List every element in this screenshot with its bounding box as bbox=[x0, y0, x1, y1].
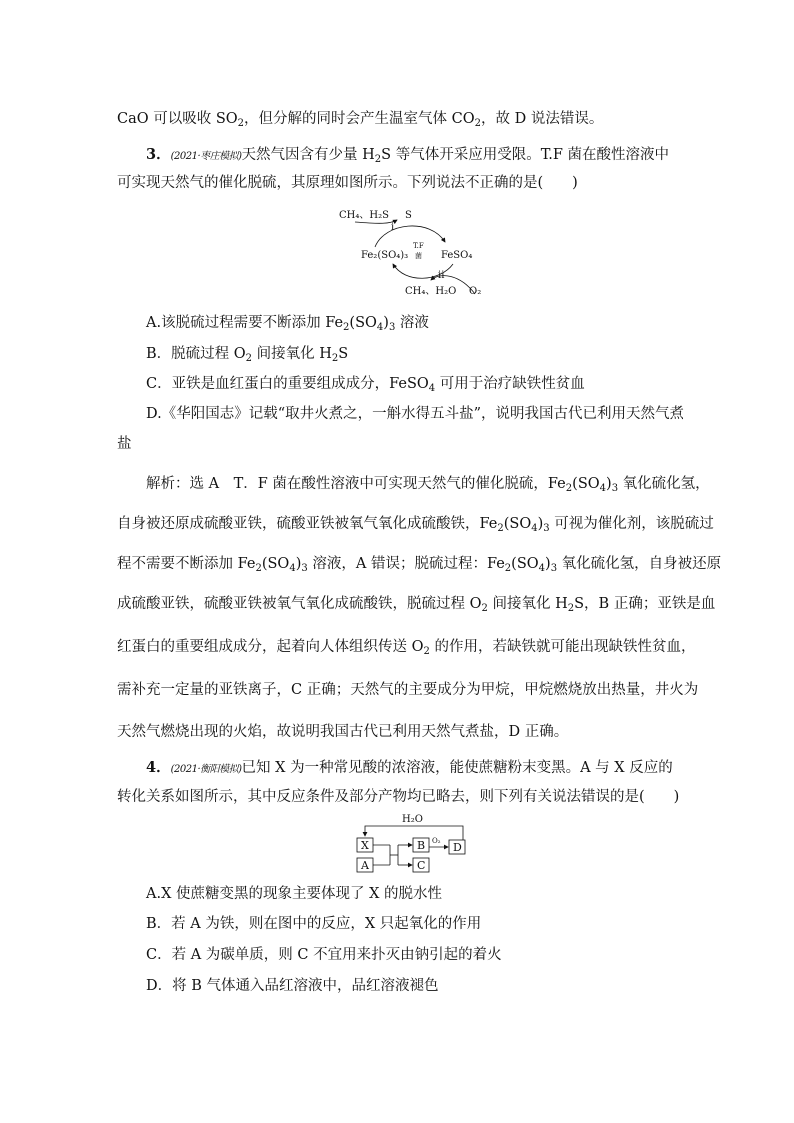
analysis-line: 成硫酸亚铁，硫酸亚铁被氧气氧化成硫酸铁，脱硫过程 $O_2$ 间接氧化 $H_2S$，B 正确；亚铁是血 bbox=[117, 596, 716, 614]
question-4-stem: 4．(2021·衡阳模拟)已知 X 为一种常见酸的浓溶液，能使蔗糖粉末变黑。A 与 X 反应的 bbox=[146, 759, 673, 776]
question-number: 3． bbox=[146, 146, 171, 163]
analysis-line: 天然气燃烧出现的火焰，故说明我国古代已利用天然气煮盐，D 正确。 bbox=[117, 724, 569, 740]
water-label: H₂O bbox=[402, 814, 423, 825]
desulfurization-cycle-diagram bbox=[335, 202, 495, 302]
oxygen-label: O₂ bbox=[469, 286, 482, 297]
question-3-stem: 3．(2021·枣庄模拟)天然气因含有少量 $H_2S$ 等气体开采应用受限。T.F 菌在酸性溶液中 bbox=[146, 146, 670, 165]
option-a: A.该脱硫过程需要不断添加 $Fe_2(SO_4)_3$ 溶液 bbox=[146, 315, 429, 333]
conversion-diagram bbox=[350, 812, 475, 876]
analysis-line: 程不需要不断添加 $Fe_2(SO_4)_3$ 溶液，A 错误；脱硫过程：$Fe_2(SO_4)_3$ 氧化硫化氢，自身被还原 bbox=[117, 556, 722, 574]
right-species-label: FeSO₄ bbox=[441, 250, 473, 261]
step-i-label: i bbox=[391, 222, 395, 233]
option-d-cont: 盐 bbox=[117, 436, 132, 452]
analysis-line: 自身被还原成硫酸亚铁，硫酸亚铁被氧气氧化成硫酸铁，$Fe_2(SO_4)_3$ 可视为催化剂，该脱硫过 bbox=[117, 516, 714, 534]
text-line: CaO 可以吸收 $SO_2$，但分解的同时会产生温室气体 $CO_2$，故 D 说法错误。 bbox=[117, 111, 604, 129]
question-source: (2021·枣庄模拟) bbox=[170, 151, 242, 162]
left-species-label: Fe₂(SO₄)₃ bbox=[361, 250, 409, 261]
analysis-line: 红蛋白的重要组成成分，起着向人体组织传送 $O_2$ 的作用，若缺铁就可能出现缺铁性贫血， bbox=[117, 639, 696, 657]
reactants-label: CH₄、H₂S bbox=[339, 210, 389, 221]
bottom-products-label: CH₄、H₂O bbox=[405, 286, 457, 297]
option-d: D.《华阳国志》记载“取井火煮之，一斛水得五斗盐”，说明我国古代已利用天然气煮 bbox=[146, 406, 685, 422]
question-3-stem-cont: 可实现天然气的催化脱硫，其原理如图所示。下列说法不正确的是( ) bbox=[117, 175, 578, 191]
question-source: (2021·衡阳模拟) bbox=[170, 764, 242, 775]
option-c: C．亚铁是血红蛋白的重要组成成分，FeSO$_4$ 可用于治疗缺铁性贫血 bbox=[146, 376, 585, 394]
option-d: D．将 B 气体通入品红溶液中，品红溶液褪色 bbox=[146, 978, 439, 994]
catalyst-label-2: 菌 bbox=[415, 252, 422, 260]
product-s-label: S bbox=[405, 210, 412, 221]
option-b: B．脱硫过程 $O_2$ 间接氧化 $H_2S$ bbox=[146, 346, 349, 364]
oxygen-arrow-label: O₂ bbox=[432, 837, 441, 845]
question-4-stem-cont: 转化关系如图所示，其中反应条件及部分产物均已略去，则下列有关说法错误的是( ) bbox=[117, 789, 680, 805]
option-c: C．若 A 为碳单质，则 C 不宜用来扑灭由钠引起的着火 bbox=[146, 947, 502, 963]
option-a: A.X 使蔗糖变黑的现象主要体现了 X 的脱水性 bbox=[146, 886, 443, 902]
step-ii-label: ii bbox=[438, 270, 445, 281]
box-c: C bbox=[417, 859, 426, 872]
box-b: B bbox=[417, 839, 426, 852]
analysis-line: 解析：选 A T．F 菌在酸性溶液中可实现天然气的催化脱硫，$Fe_2(SO_4)_3$ 氧化硫化氢， bbox=[146, 476, 710, 494]
catalyst-label: T.F bbox=[413, 242, 424, 250]
analysis-line: 需补充一定量的亚铁离子，C 正确；天然气的主要成分为甲烷，甲烷燃烧放出热量，井火为 bbox=[117, 682, 699, 698]
option-b: B．若 A 为铁，则在图中的反应，X 只起氧化的作用 bbox=[146, 916, 482, 932]
box-x: X bbox=[361, 839, 369, 852]
question-number: 4． bbox=[146, 759, 171, 776]
box-a: A bbox=[361, 859, 369, 872]
box-d: D bbox=[453, 841, 462, 854]
